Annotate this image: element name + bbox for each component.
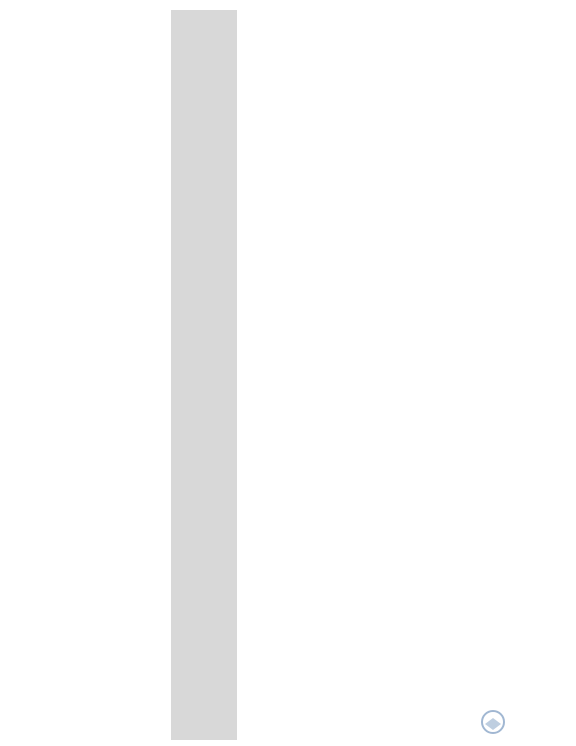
current-period-shading: [171, 10, 237, 740]
table-top-rule: [5, 8, 568, 10]
paper-insight-logo-icon: [480, 708, 506, 740]
watermark: [480, 708, 572, 746]
financial-table: [5, 8, 568, 740]
